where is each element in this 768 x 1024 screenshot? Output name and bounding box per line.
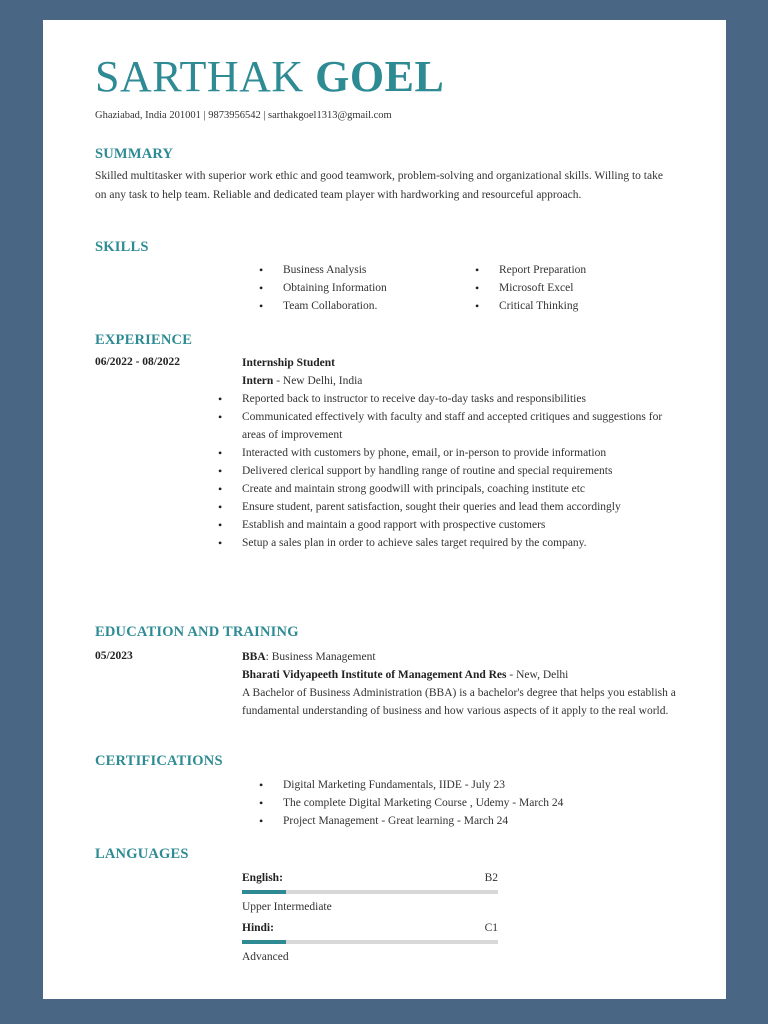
experience-bullet: • Delivered clerical support by handling range of routine and special requirements xyxy=(201,462,671,480)
proficiency-fill xyxy=(242,940,286,944)
institution-line xyxy=(242,666,682,684)
language-name: English: xyxy=(242,872,283,884)
experience-bullet: • Setup a sales plan in order to achieve sales target required by the company. xyxy=(201,534,671,552)
skills-list-left xyxy=(242,261,452,315)
summary-heading: SUMMARY xyxy=(95,146,174,162)
experience-heading: EXPERIENCE xyxy=(95,332,193,348)
experience-bullet: • Establish and maintain a good rapport with prospective customers xyxy=(201,516,671,534)
languages-heading: LANGUAGES xyxy=(95,846,189,862)
summary-text: Skilled multitasker with superior work ethic and good teamwork, problem-solving and organizational skills. Willing to take on any task to help team. Reliable and dedicated team player with hardworking and resourceful approach. xyxy=(95,170,663,201)
education-date: 05/2023 xyxy=(95,650,133,662)
proficiency-bar xyxy=(242,890,498,894)
skills-list-right xyxy=(458,261,668,315)
language-level: B2 xyxy=(484,872,498,884)
contact-info: Ghaziabad, India 201001 | 9873956542 | sarthakgoel1313@gmail.com xyxy=(95,110,392,121)
experience-entry xyxy=(242,354,682,552)
experience-bullet: • Create and maintain strong goodwill with principals, coaching institute etc xyxy=(201,480,671,498)
degree-field: : Business Management xyxy=(265,651,376,663)
skills-heading: SKILLS xyxy=(95,239,149,255)
language-level: C1 xyxy=(484,922,498,934)
role-name: Intern xyxy=(242,375,274,387)
language-description: Advanced xyxy=(242,951,289,963)
job-role xyxy=(242,372,682,390)
language-hindi xyxy=(242,920,498,964)
degree-name: BBA xyxy=(242,651,266,663)
certification-item: • The complete Digital Marketing Course , Udemy - March 24 xyxy=(242,794,682,812)
language-name: Hindi: xyxy=(242,922,274,934)
certifications-list xyxy=(242,776,682,830)
proficiency-fill xyxy=(242,890,286,894)
degree-line xyxy=(242,648,682,666)
education-heading: EDUCATION AND TRAINING xyxy=(95,624,299,640)
language-description: Upper Intermediate xyxy=(242,901,332,913)
experience-bullets xyxy=(201,390,671,552)
skill-item: • Microsoft Excel xyxy=(458,279,668,297)
skill-item: • Obtaining Information xyxy=(242,279,452,297)
skill-item: • Critical Thinking xyxy=(458,297,668,315)
first-name: SARTHAK xyxy=(95,52,304,101)
institution-name: Bharati Vidyapeeth Institute of Management And Res xyxy=(242,669,507,681)
skill-item: • Business Analysis xyxy=(242,261,452,279)
education-description: A Bachelor of Business Administration (BBA) is a bachelor's degree that helps you establish a fundamental understanding of business and how various aspects of it apply to the real world. xyxy=(242,687,676,717)
job-location: - New Delhi, India xyxy=(273,375,363,387)
resume-page xyxy=(43,20,726,999)
skill-item: • Report Preparation xyxy=(458,261,668,279)
language-english xyxy=(242,870,498,914)
experience-bullet: • Interacted with customers by phone, email, or in-person to provide information xyxy=(201,444,671,462)
certification-item: • Digital Marketing Fundamentals, IIDE - July 23 xyxy=(242,776,682,794)
education-entry xyxy=(242,648,682,720)
experience-bullet: • Ensure student, parent satisfaction, sought their queries and lead them accordingly xyxy=(201,498,671,516)
institution-location: - New, Delhi xyxy=(506,669,569,681)
job-title: Internship Student xyxy=(242,357,335,369)
certifications-heading: CERTIFICATIONS xyxy=(95,753,223,769)
experience-bullet: • Communicated effectively with faculty and staff and accepted critiques and suggestions for areas of improvement xyxy=(201,408,671,444)
experience-bullet: • Reported back to instructor to receive day-to-day tasks and responsibilities xyxy=(201,390,671,408)
proficiency-bar xyxy=(242,940,498,944)
last-name: GOEL xyxy=(315,52,445,101)
skill-item: • Team Collaboration. xyxy=(242,297,452,315)
certification-item: • Project Management - Great learning - March 24 xyxy=(242,812,682,830)
experience-date: 06/2022 - 08/2022 xyxy=(95,356,180,368)
candidate-name xyxy=(95,52,444,102)
